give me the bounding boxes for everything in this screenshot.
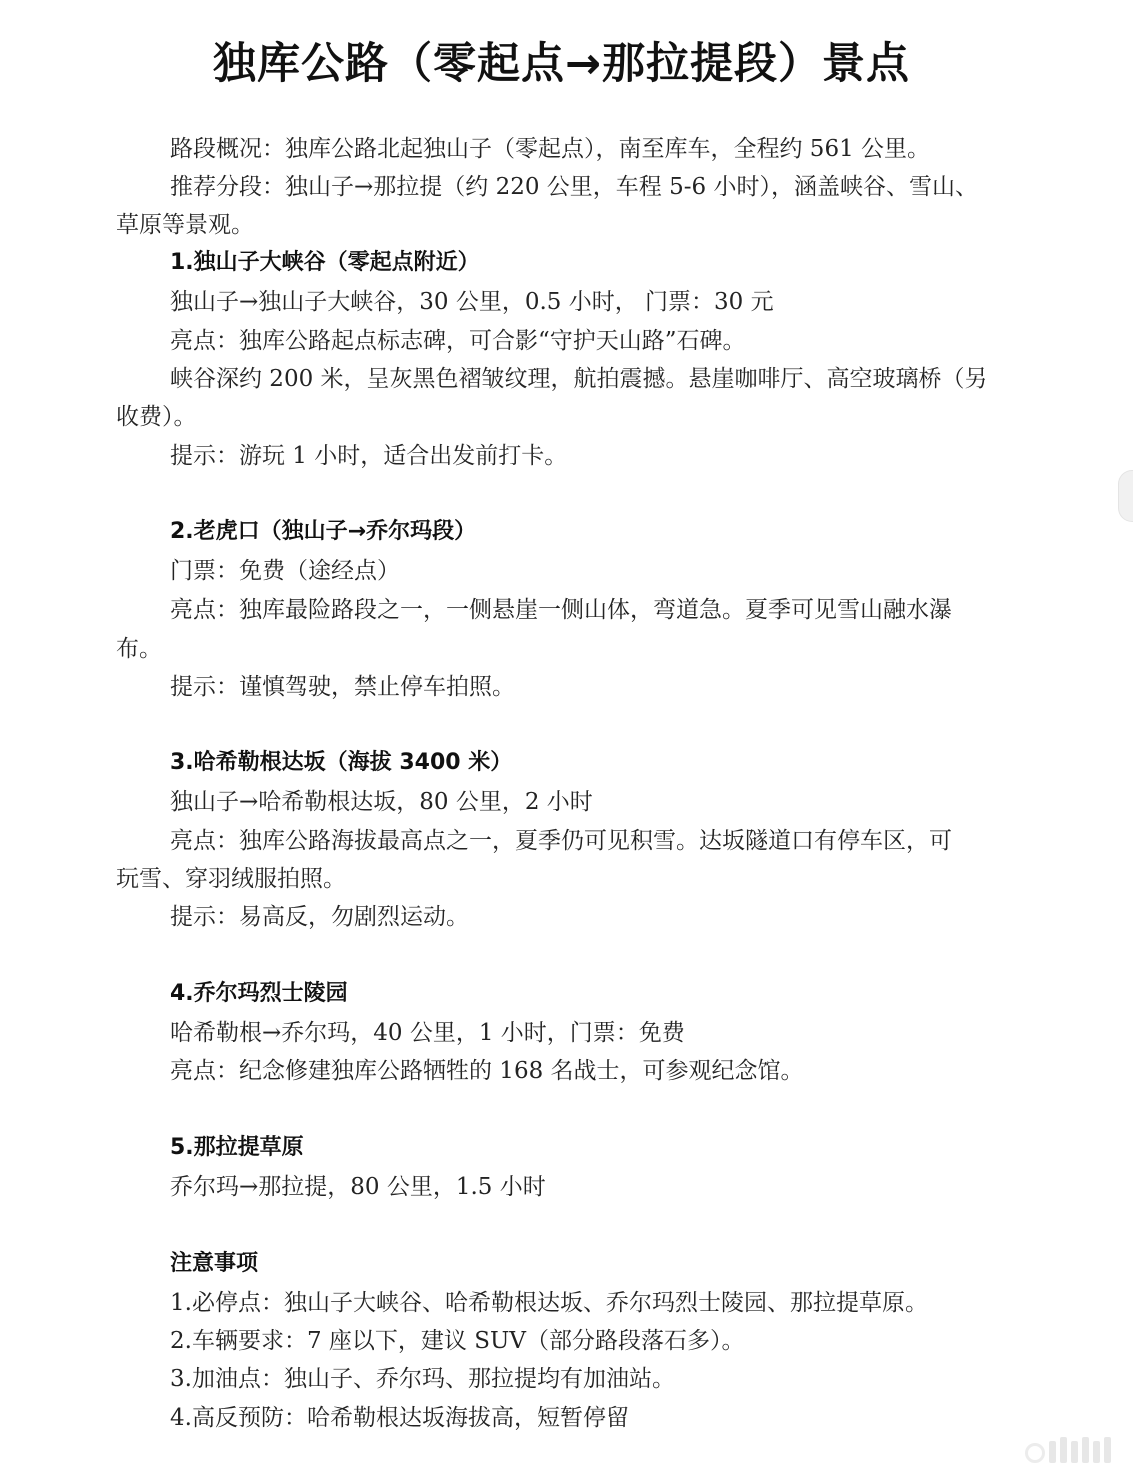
section-line: 独山子→独山子大峡谷，30 公里，0.5 小时， 门票：30 元 bbox=[170, 289, 774, 315]
section-heading: 1.独山子大峡谷（零起点附近） bbox=[170, 250, 480, 275]
section-line: 亮点：纪念修建独库公路牺牲的 168 名战士，可参观纪念馆。 bbox=[170, 1058, 804, 1084]
section-line: 独山子→哈希勒根达坂，80 公里，2 小时 bbox=[170, 789, 593, 815]
section-heading: 4.乔尔玛烈士陵园 bbox=[170, 981, 348, 1006]
watermark-icon bbox=[1025, 1433, 1111, 1463]
section-line: 布。 bbox=[116, 636, 162, 662]
section-line: 亮点：独库最险路段之一，一侧悬崖一侧山体，弯道急。夏季可见雪山融水瀑 bbox=[170, 597, 952, 623]
overview-line: 草原等景观。 bbox=[116, 212, 254, 238]
section-heading: 5.那拉提草原 bbox=[170, 1135, 304, 1160]
section-line: 乔尔玛→那拉提，80 公里，1.5 小时 bbox=[170, 1174, 546, 1200]
section-line: 提示：易高反，勿剧烈运动。 bbox=[170, 904, 469, 930]
section-line: 玩雪、穿羽绒服拍照。 bbox=[116, 866, 346, 892]
overview-line: 路段概况：独库公路北起独山子（零起点），南至库车，全程约 561 公里。 bbox=[170, 136, 931, 162]
section-line: 门票：免费（途经点） bbox=[170, 558, 400, 584]
overview-line: 推荐分段：独山子→那拉提（约 220 公里，车程 5-6 小时），涵盖峡谷、雪山、 bbox=[170, 174, 978, 200]
section-line: 收费）。 bbox=[116, 404, 197, 430]
section-line: 4.高反预防：哈希勒根达坂海拔高，短暂停留 bbox=[170, 1405, 629, 1431]
section-heading: 2.老虎口（独山子→乔尔玛段） bbox=[170, 519, 477, 544]
section-line: 提示：游玩 1 小时，适合出发前打卡。 bbox=[170, 443, 568, 469]
section-line: 亮点：独库公路起点标志碑，可合影“守护天山路”石碑。 bbox=[170, 328, 746, 354]
section-line: 亮点：独库公路海拔最高点之一，夏季仍可见积雪。达坂隧道口有停车区，可 bbox=[170, 828, 952, 854]
section-heading: 3.哈希勒根达坂（海拔 3400 米） bbox=[170, 750, 513, 775]
section-line: 2.车辆要求：7 座以下，建议 SUV（部分路段落石多）。 bbox=[170, 1328, 745, 1354]
section-line: 提示：谨慎驾驶，禁止停车拍照。 bbox=[170, 674, 515, 700]
section-line: 3.加油点：独山子、乔尔玛、那拉提均有加油站。 bbox=[170, 1366, 675, 1392]
section-line: 1.必停点：独山子大峡谷、哈希勒根达坂、乔尔玛烈士陵园、那拉提草原。 bbox=[170, 1290, 928, 1316]
document-title: 独库公路（零起点→那拉提段）景点 bbox=[212, 39, 911, 89]
side-scroll-handle[interactable] bbox=[1118, 470, 1133, 522]
section-line: 哈希勒根→乔尔玛，40 公里，1 小时，门票：免费 bbox=[170, 1020, 685, 1046]
section-heading: 注意事项 bbox=[170, 1251, 259, 1276]
section-line: 峡谷深约 200 米，呈灰黑色褶皱纹理，航拍震撼。悬崖咖啡厅、高空玻璃桥（另 bbox=[170, 366, 988, 392]
